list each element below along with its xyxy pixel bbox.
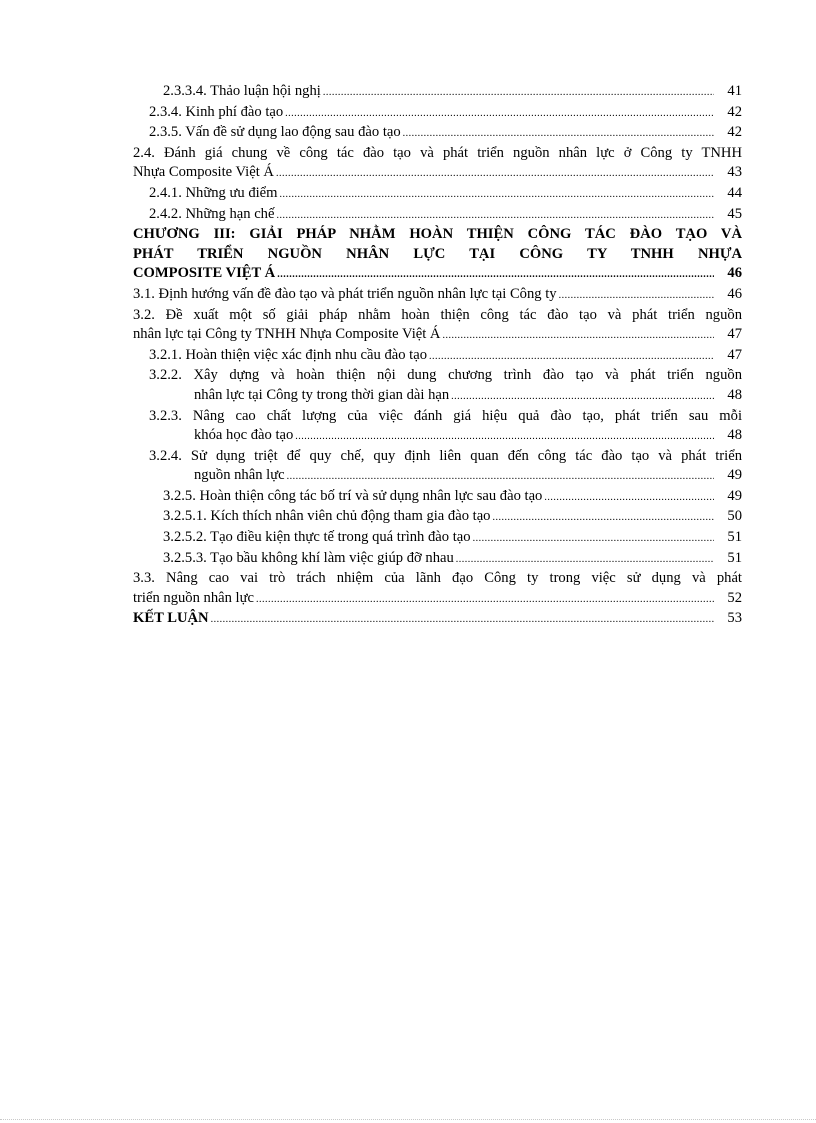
page-number: 47 [727, 346, 742, 363]
toc-entry-3-2-3: 3.2.3. Nâng cao chất lượng của việc đánh giá hiệu quả đào tạo, phát triển sau mỗi khóa học đào tạo ..... 48 [133, 407, 742, 447]
toc-entry-3-2-4: 3.2.4. Sử dụng triệt để quy chế, quy định liên quan đến công tác đào tạo và phát triển nguồn nhân lực ..... 49 [133, 447, 742, 487]
toc-entry-3-2-5-3: 3.2.5.3. Tạo bầu không khí làm việc giúp đỡ nhau ..... 51 [133, 549, 742, 570]
page-number: 43 [727, 164, 742, 181]
toc-entry-2-4: 2.4. Đánh giá chung về công tác đào tạo và phát triển nguồn nhân lực ở Công ty TNHH Nhựa Composite Việt Á ..... 43 [133, 144, 742, 184]
page-bottom-rule [0, 1119, 816, 1120]
toc-entry-2-4-2: 2.4.2. Những hạn chế ..... 45 [133, 205, 742, 226]
page-number: 52 [727, 589, 742, 606]
toc-entry-3-2-5-2: 3.2.5.2. Tạo điều kiện thực tế trong quá trình đào tạo ..... 51 [133, 528, 742, 549]
toc-entry-2-3-5: 2.3.5. Vấn đề sử dụng lao động sau đào tạo ..... 42 [133, 123, 742, 144]
page-number: 44 [727, 184, 742, 201]
toc-entry-3-1: 3.1. Định hướng vấn đề đào tạo và phát triển nguồn nhân lực tại Công ty ..... 46 [133, 285, 742, 306]
toc-entry-chapter-3: CHƯƠNG III: GIẢI PHÁP NHẰM HOÀN THIỆN CÔNG TÁC ĐÀO TẠO VÀ PHÁT TRIỂN NGUỒN NHÂN LỰC TẠI CÔNG TY TNHH NHỰA COMPOSITE VIỆT Á ..... 46 [133, 225, 742, 285]
toc-entry-3-3: 3.3. Nâng cao vai trò trách nhiệm của lãnh đạo Công ty trong việc sử dụng và phát triển nguồn nhân lực ..... 52 [133, 569, 742, 609]
page-number: 47 [727, 326, 742, 343]
page-number: 50 [727, 508, 742, 525]
page-number: 51 [727, 529, 742, 546]
page-number: 51 [727, 549, 742, 566]
page-number: 49 [727, 487, 742, 504]
page-number: 45 [727, 205, 742, 222]
page-number: 48 [727, 386, 742, 403]
toc-entry-conclusion: KẾT LUẬN ..... 53 [133, 609, 742, 630]
toc-entry-2-3-3-4: 2.3.3.4. Thảo luận hội nghị ..... 41 [133, 82, 742, 103]
toc-entry-3-2-5-1: 3.2.5.1. Kích thích nhân viên chủ động tham gia đào tạo ..... 50 [133, 507, 742, 528]
page-number: 42 [727, 103, 742, 120]
table-of-contents [133, 82, 742, 630]
toc-entry-3-2: 3.2. Đề xuất một số giải pháp nhằm hoàn thiện công tác đào tạo và phát triển nguồn nhân lực tại Công ty TNHH Nhựa Composite Việt Á ..... 47 [133, 306, 742, 346]
page-number: 42 [727, 124, 742, 141]
page-number: 46 [727, 265, 742, 282]
toc-entry-2-3-4: 2.3.4. Kinh phí đào tạo ..... 42 [133, 103, 742, 124]
toc-entry-3-2-2: 3.2.2. Xây dựng và hoàn thiện nội dung chương trình đào tạo và phát triển nguồn nhân lực tại Công ty trong thời gian dài hạn ..... 48 [133, 366, 742, 406]
toc-entry-3-2-1: 3.2.1. Hoàn thiện việc xác định nhu cầu đào tạo ..... 47 [133, 346, 742, 367]
page-number: 49 [727, 467, 742, 484]
page-number: 41 [727, 83, 742, 99]
page-number: 46 [727, 285, 742, 302]
toc-entry-3-2-5: 3.2.5. Hoàn thiện công tác bố trí và sử dụng nhân lực sau đào tạo ..... 49 [133, 487, 742, 508]
page-number: 53 [727, 610, 742, 627]
page-number: 48 [727, 427, 742, 444]
toc-entry-2-4-1: 2.4.1. Những ưu điểm ..... 44 [133, 184, 742, 205]
